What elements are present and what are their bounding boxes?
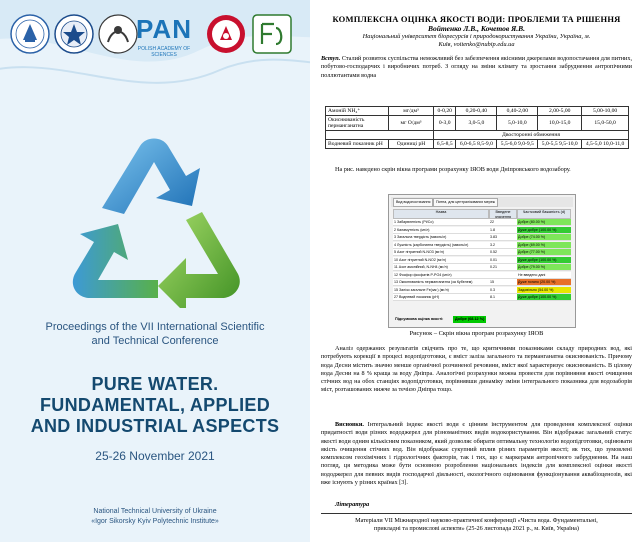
figure-row-result: Задовільно (54.00 %) bbox=[517, 287, 571, 294]
figure-row-name: 27 Водневий показник (pH) bbox=[393, 294, 489, 301]
figure-row bbox=[393, 294, 571, 301]
table-cell: 5,5-6,0 9,0-9,5 bbox=[497, 140, 538, 149]
table-cell: 6,5-8,5 bbox=[434, 140, 456, 149]
figure-summary bbox=[393, 316, 571, 323]
figure-summary-value: Добре (68.12 %) bbox=[455, 317, 485, 321]
footer-line-1: Матеріали VII Міжнародної науково-практичної конференції «Чиста вода. Фундаментальні, bbox=[355, 517, 598, 524]
table-cell: 6,0-6,5 8,5-9,0 bbox=[456, 140, 497, 149]
affiliation-line-1: Національний університет біоресурсів і природокористування України, Україна, м. bbox=[362, 33, 591, 40]
table-row bbox=[326, 140, 629, 149]
figure-row-result: Не введено дані bbox=[517, 272, 571, 279]
figure-row-name: 5 Азот нітратний N-NO3 (мг/л) bbox=[393, 249, 489, 256]
red-emblem-icon bbox=[206, 14, 246, 54]
figure-row-result: Дуже добре (100.00 %) bbox=[517, 257, 571, 264]
conference-date: 25-26 November 2021 bbox=[95, 449, 215, 463]
figure-row-result: Добре (77.00 %) bbox=[517, 249, 571, 256]
footer-line-2: прикладні та промислові аспекти» (25-26 листопада 2021 р., м. Київ, Україна) bbox=[374, 525, 579, 532]
figure-row-name: 4 Лужність (карбонатна твердість) (ммоль/л) bbox=[393, 242, 489, 249]
figure-caption: Рисунок – Скрін вікна програм розрахунку ІЯОВ bbox=[409, 330, 544, 337]
figure-row bbox=[393, 257, 571, 264]
table-cell: Амоній NH₄⁺ bbox=[326, 107, 389, 116]
figure-row-value: 3.2 bbox=[489, 242, 517, 249]
figure-row-result: Добре (80.00 %) bbox=[517, 219, 571, 226]
figure-row-result: Добре (74.00 %) bbox=[517, 234, 571, 241]
figure-row-result: Дуже погано (20.00 %) bbox=[517, 279, 571, 286]
table-cell: 15,0-50,0 bbox=[582, 116, 629, 131]
table-row bbox=[326, 107, 629, 116]
conclusions-paragraph bbox=[321, 421, 632, 487]
figure-row-name: 15 Залізо загальне Fe(заг.) (мг/л) bbox=[393, 287, 489, 294]
figure-row-value: 1.8 bbox=[489, 227, 517, 234]
cover-text-block bbox=[0, 320, 310, 527]
figure-row-name: 11 Азот амонійний, N-NH4 (мг/л) bbox=[393, 264, 489, 271]
figure-row-result: Дуже добре (100.00 %) bbox=[517, 294, 571, 301]
table-cell: 3,0-5,0 bbox=[456, 116, 497, 131]
table-cell: Водневий показник pH bbox=[326, 140, 389, 149]
figure-row-name: 1 Забарвленість (Pt/Co) bbox=[393, 219, 489, 226]
table-cell: 5,00-10,00 bbox=[582, 107, 629, 116]
figure-toolbar bbox=[391, 197, 573, 207]
recycle-water-symbol-icon bbox=[62, 128, 252, 308]
figure-row-name: 13 Окиснюваність перманганатна (за Кубелем) bbox=[393, 279, 489, 286]
proceedings-cover bbox=[0, 0, 310, 542]
article-affiliation bbox=[319, 33, 634, 49]
references-heading: Література bbox=[335, 501, 370, 508]
figure-row-name: 10 Азот нітритний N-NO2 (мг/л) bbox=[393, 257, 489, 264]
table-cell bbox=[326, 131, 434, 140]
program-screenshot-figure bbox=[388, 194, 576, 328]
figure-row bbox=[393, 219, 571, 226]
table-cell: мг/дм³ bbox=[389, 107, 434, 116]
conference-title-line-2: FUNDAMENTAL, APPLIED bbox=[40, 395, 270, 415]
affiliation-line-2: Київ, voitenko@nubip.edu.ua bbox=[438, 41, 515, 48]
conclusions-label: Висновки. bbox=[335, 421, 364, 428]
conference-title-line-3: AND INDUSTRIAL ASPECTS bbox=[30, 416, 280, 436]
figure-row-value bbox=[489, 272, 517, 279]
university-line-1: National Technical University of Ukraine bbox=[93, 508, 217, 515]
article-title: КОМПЛЕКСНА ОЦІНКА ЯКОСТІ ВОДИ: ПРОБЛЕМИ ТА РІШЕННЯ bbox=[332, 14, 621, 24]
table-cell: 2,00-5,00 bbox=[538, 107, 582, 116]
table-cell: 4,5-5,0 10,0-11,0 bbox=[582, 140, 629, 149]
figure-row-result: Дуже добре (100.00 %) bbox=[517, 227, 571, 234]
table-section-label: Двосторонні обмеження bbox=[434, 131, 629, 140]
pan-logo-text: PAN bbox=[136, 14, 192, 44]
figure-row-value: 22 bbox=[489, 219, 517, 226]
figure-row-value: 0.01 bbox=[489, 257, 517, 264]
figure-row bbox=[393, 227, 571, 234]
article-page bbox=[313, 0, 640, 542]
university-crest-icon bbox=[10, 14, 50, 54]
figure-row-result: Добре (79.00 %) bbox=[517, 264, 571, 271]
figure-row-value: 0.52 bbox=[489, 249, 517, 256]
figure-row-value: 8.1 bbox=[489, 294, 517, 301]
logo-strip bbox=[10, 10, 300, 60]
figure-row-name: 2 Каламутність (мг/л) bbox=[393, 227, 489, 234]
figure-col-value: Введене значення bbox=[489, 209, 517, 219]
figure-reference-paragraph: На рис. наведено скрін вікна програми розрахунку ІЯОВ води Дніпровського водозабору. bbox=[335, 166, 571, 173]
intro-label: Вступ. bbox=[321, 55, 341, 62]
figure-col-result: Частковий бажаність (d) bbox=[517, 209, 571, 219]
table-cell: Окиснюваність перманганатна bbox=[326, 116, 389, 131]
figure-row-name: 12 Фосфор фосфатів P-PO4 (мг/л) bbox=[393, 272, 489, 279]
page-footer bbox=[321, 513, 632, 533]
proceedings-line-1: Proceedings of the VII International Scientific bbox=[45, 321, 265, 333]
pan-logo-subtitle: POLISH ACADEMY OF SCIENCES bbox=[137, 46, 191, 58]
figure-summary-label: Підсумкова оцінка якості: bbox=[395, 317, 444, 321]
table-cell: 0-3,0 bbox=[434, 116, 456, 131]
water-norm-table bbox=[325, 106, 629, 149]
article-authors: Войтенко Л.В., Кочетов Я.В. bbox=[427, 24, 526, 33]
table-cell: 5,0-5,5 9,5-10,0 bbox=[538, 140, 582, 149]
figure-row-result: Добре (69.00 %) bbox=[517, 242, 571, 249]
table-cell: Одиниці pH bbox=[389, 140, 434, 149]
table-cell: 0,20-0,40 bbox=[456, 107, 497, 116]
pan-logo bbox=[132, 14, 196, 58]
proceedings-line-2: and Technical Conference bbox=[91, 335, 219, 347]
figure-row bbox=[393, 264, 571, 271]
figure-row bbox=[393, 249, 571, 256]
academy-seal-icon bbox=[54, 14, 94, 54]
figure-row-value: 3.83 bbox=[489, 234, 517, 241]
figure-row-name: 3 Загальна твердість (ммоль/л) bbox=[393, 234, 489, 241]
results-paragraph: Аналіз одержаних результатів свідчить про те, що критичними показниками складу природних вод, які потребують корекції в процесі водопідготовки, є вміст заліза загального та перманганатна окиснюваність. Причому вода Десни містить значно менше органічної розчиненої речовини, вміст якої характеризує окиснюваність. В цілому вода Десни на 8 % краща за воду Дніпра. Аналогічні розрахунки можна провести для порівняння якості очищення стічних вод на обох станціях водопідготовки, порівнявши динаміку зміни інтегрального показника для водозаборів міст, розташованих нижче за течією Дніпра тощо. bbox=[321, 345, 632, 394]
conference-title-line-1: PURE WATER. bbox=[91, 374, 219, 394]
table-row bbox=[326, 116, 629, 131]
figure-row-value: 0.21 bbox=[489, 264, 517, 271]
intro-text: Сталий розвиток суспільства неможливий без забезпечення якісними джерелами водопостачання для питних, побутово-господарчих і виробничих потреб. З огляду на зміни клімату та зростання забруднення антропічними поллютантами водна bbox=[321, 55, 632, 79]
figure-row bbox=[393, 242, 571, 249]
conclusions-text: Інтегральний індекс якості води є цінним інструментом для проведення комплексної оцінки придатності води різних вододжерел для різноманітних видів водокористування. Він відображає загальний статус якості води одним кількісним показником, який дозволяє обирати оптимальну технологію водопідготовки, оцінювати якість очищення стічних вод. Він відображає сукупний вплив різних параметрів якості; як тих, що зумовлені комплексом геохімічних і гідрологічних факторів, так і тих, що є маркерами антропічного забруднення. На наш погляд, ця методика може бути основною розроблення національних індексів для комплексної оцінки якості вододжерел для певних видів господарчої діяльності, екологічного оцінювання функціонування аквабіоценозів, які вже існують у різних країнах [3]. bbox=[321, 421, 632, 487]
figure-row bbox=[393, 272, 571, 279]
green-monogram-icon bbox=[252, 14, 292, 54]
figure-row bbox=[393, 287, 571, 294]
university-line-2: «Igor Sikorsky Kyiv Polytechnic Institute» bbox=[91, 518, 219, 525]
figure-col-name: Назва bbox=[393, 209, 489, 219]
table-cell: 5,0-10,0 bbox=[497, 116, 538, 131]
figure-tab-drinking: Питна, для централізованих мереж bbox=[433, 198, 498, 207]
table-section-row bbox=[326, 131, 629, 140]
figure-row-value: 0.3 bbox=[489, 287, 517, 294]
table-cell: мг O/дм³ bbox=[389, 116, 434, 131]
table-cell: 0-0,20 bbox=[434, 107, 456, 116]
figure-row bbox=[393, 234, 571, 241]
table-cell: 0,40-2,00 bbox=[497, 107, 538, 116]
table-cell: 10,0-15,0 bbox=[538, 116, 582, 131]
figure-row-value: 15 bbox=[489, 279, 517, 286]
figure-tab-supply-type: Вид водопостачання bbox=[393, 198, 433, 207]
article-intro bbox=[321, 55, 632, 80]
figure-row bbox=[393, 279, 571, 286]
